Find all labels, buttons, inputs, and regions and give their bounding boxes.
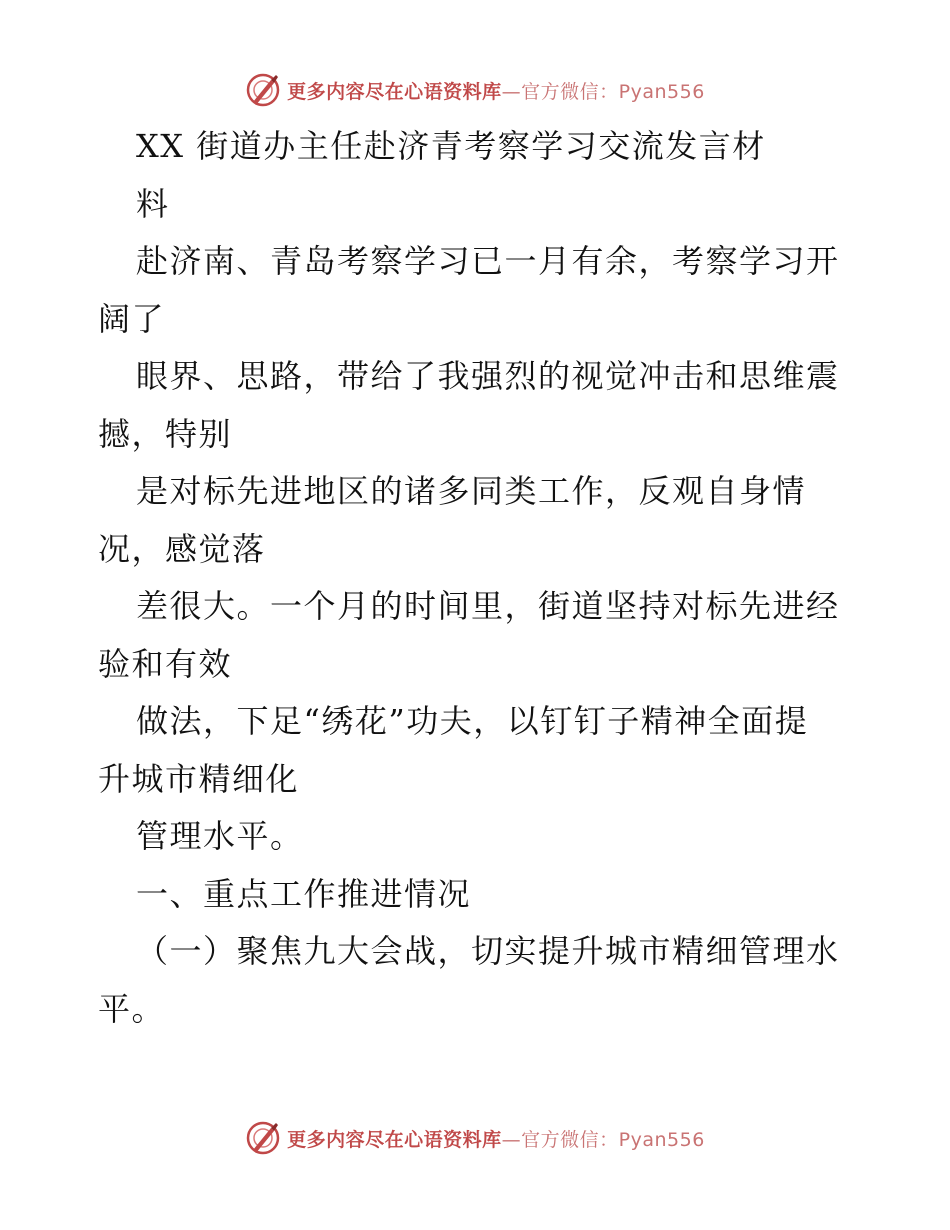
text-line: 平。 <box>98 989 166 1028</box>
text-line: 料 <box>136 184 170 223</box>
text-line: 是对标先进地区的诸多同类工作，反观自身情 <box>136 472 807 510</box>
text-line: 眼界、思路，带给了我强烈的视觉冲击和思维震 <box>136 357 840 395</box>
text-line: 一、重点工作推进情况 <box>136 874 472 913</box>
text-line: 赴济南、青岛考察学习已一月有余，考察学习开 <box>136 242 840 280</box>
document-body <box>98 118 858 1038</box>
text-line: 况，感觉落 <box>98 529 266 568</box>
text-line: 做法，下足“绣花”功夫，以钉钉子精神全面提 <box>136 702 809 740</box>
text-line: 验和有效 <box>98 644 233 683</box>
text-line: 撼，特别 <box>98 414 233 453</box>
text-line: 差很大。一个月的时间里，街道坚持对标先进经 <box>136 587 840 625</box>
text-line: 升城市精细化 <box>98 759 300 798</box>
pen-logo-icon <box>245 1120 281 1156</box>
watermark-banner-bottom <box>0 1118 950 1158</box>
pen-logo-icon <box>245 72 281 108</box>
watermark-text: 更多内容尽在心语资料库—官方微信：Pyan556 <box>287 80 705 103</box>
text-line: 管理水平。 <box>136 817 304 855</box>
watermark-text: 更多内容尽在心语资料库—官方微信：Pyan556 <box>287 1128 705 1151</box>
text-line: 阔了 <box>98 299 166 338</box>
text-line: XX 街道办主任赴济青考察学习交流发言材 <box>136 127 766 165</box>
text-line: （一）聚焦九大会战，切实提升城市精细管理水 <box>136 932 840 970</box>
watermark-banner-top <box>0 70 950 110</box>
